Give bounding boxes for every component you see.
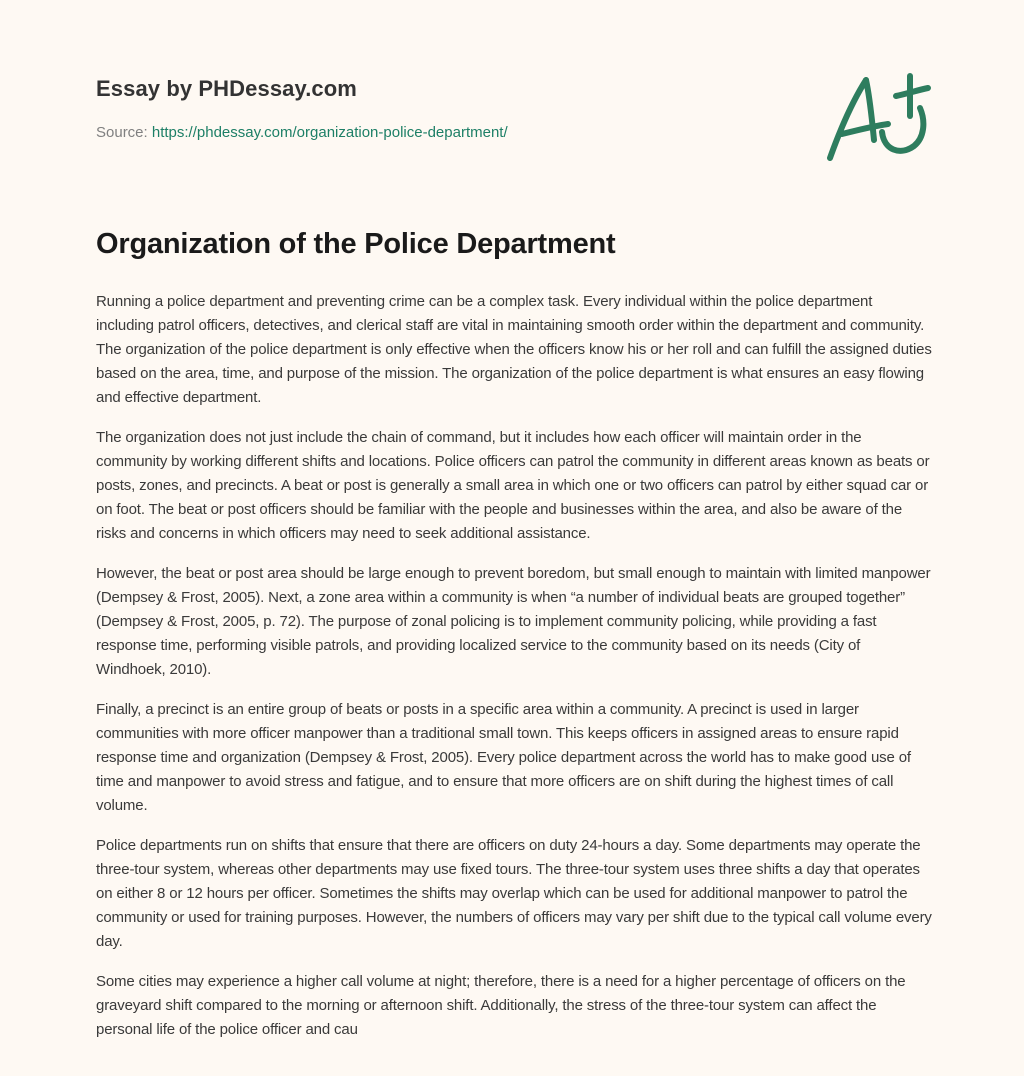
essay-paragraph-1: Running a police department and preventing crime can be a complex task. Every individual within the police department including patrol officers, detectives, and clerical staff are vital in maintaining smooth order within the department and community. The organization of the police department is only effective when the officers know his or her roll and can fulfill the assigned duties based on the area, time, and purpose of the mission. The organization of the police department is what ensures an easy flowing and effective department. [96, 293, 932, 406]
essay-paragraph-4: Finally, a precinct is an entire group of beats or posts in a specific area within a community. A precinct is used in larger communities with more officer manpower than a traditional small town. This keeps officers in assigned areas to ensure rapid response time and organization (Dempsey & Frost, 2005). Every police department across the world has to make good use of time and manpower to avoid stress and fatigue, and to ensure that more officers are on shift during the highest times of call volume. [96, 701, 911, 814]
essay-title: Organization of the Police Department [96, 228, 616, 260]
source-label: Source: [96, 124, 152, 141]
essay-paragraph-6: Some cities may experience a higher call volume at night; therefore, there is a need for a higher percentage of officers on the graveyard shift compared to the morning or afternoon shift. Additionally, the stress of the three-tour system can affect the personal life of the police officer and cau [96, 973, 906, 1038]
page-header [0, 0, 1024, 200]
source-link[interactable]: https://phdessay.com/organization-police-department/ [151, 124, 508, 141]
a-plus-grade-icon [822, 68, 932, 164]
site-title: Essay by PHDessay.com [96, 76, 357, 101]
essay-paragraph-2: The organization does not just include the chain of command, but it includes how each officer will maintain order in the community by working different shifts and locations. Police officers can patrol the community in different areas known as beats or posts, zones, and precincts. A beat or post is generally a small area in which one or two officers can patrol by either squad car or on foot. The beat or post officers should be familiar with the people and businesses within the area, and also be aware of the risks and concerns in which officers may need to seek additional assistance. [96, 429, 930, 542]
essay-paragraph-3: However, the beat or post area should be large enough to prevent boredom, but small enough to maintain with limited manpower (Dempsey & Frost, 2005). Next, a zone area within a community is when “a number of individual beats are grouped together” (Dempsey & Frost, 2005, p. 72). The purpose of zonal policing is to implement community policing, while providing a fast response time, performing visible patrols, and providing localized service to the community based on its needs (City of Windhoek, 2010). [96, 565, 931, 678]
essay-paragraph-5: Police departments run on shifts that ensure that there are officers on duty 24-hours a day. Some departments may operate the three-tour system, whereas other departments may use fixed tours. The three-tour system uses three shifts a day that operates on either 8 or 12 hours per officer. Sometimes the shifts may overlap which can be used for additional manpower to patrol the community or used for training purposes. However, the numbers of officers may vary per shift due to the typical call volume every day. [96, 837, 932, 950]
essay-content [96, 222, 932, 1058]
source-line [96, 124, 508, 141]
